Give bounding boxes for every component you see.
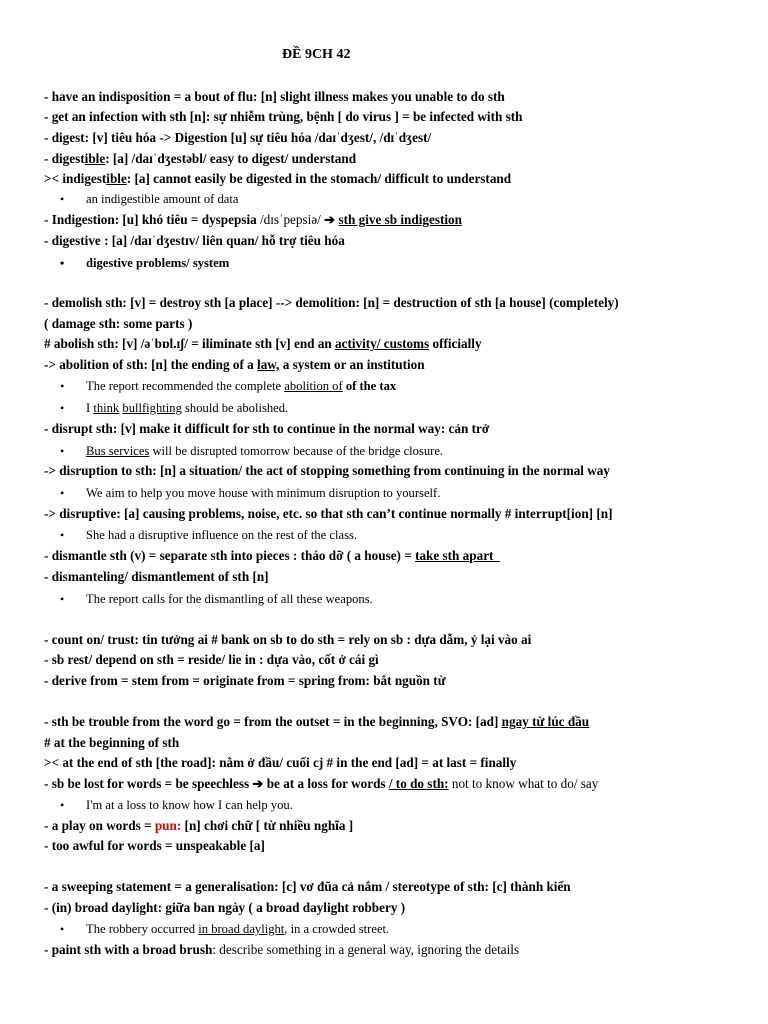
example-bullet: • She had a disruptive influence on the rest of the class. bbox=[60, 527, 357, 543]
example-bullet: • an indigestible amount of data bbox=[60, 191, 238, 207]
entry-line: - disrupt sth: [v] make it difficult for sth to continue in the normal way: cản trở bbox=[44, 421, 490, 436]
entry-line: - too awful for words = unspeakable [a] bbox=[44, 838, 265, 853]
entry-line: ( damage sth: some parts ) bbox=[44, 316, 193, 331]
example-bullet: • digestive problems/ system bbox=[60, 255, 229, 271]
entry-line: - get an infection with sth [n]: sự nhiễm trùng, bệnh [ do virus ] = be infected with sth bbox=[44, 109, 523, 124]
entry-line: - sb rest/ depend on sth = reside/ lie in : dựa vào, cốt ở cái gì bbox=[44, 652, 379, 667]
entry-line: -> abolition of sth: [n] the ending of a law, a system or an institution bbox=[44, 357, 425, 372]
entry-line: - dismanteling/ dismantlement of sth [n] bbox=[44, 569, 269, 584]
entry-line: -> disruptive: [a] causing problems, noise, etc. so that sth can’t continue normally # interrupt[ion] [n] bbox=[44, 506, 613, 521]
page-title: ĐỀ 9CH 42 bbox=[282, 47, 351, 62]
entry-line: - paint sth with a broad brush: describe something in a general way, ignoring the details bbox=[44, 942, 520, 957]
example-bullet: • The robbery occurred in broad daylight, in a crowded street. bbox=[60, 921, 389, 937]
entry-line: -> disruption to sth: [n] a situation/ the act of stopping something from continuing in the normal way bbox=[44, 463, 610, 478]
entry-line: - a sweeping statement = a generalisation: [c] vơ đũa cả nắm / stereotype of sth: [c] thành kiến bbox=[44, 879, 571, 894]
entry-line: - a play on words = pun: [n] chơi chữ [ từ nhiều nghĩa ] bbox=[44, 818, 354, 833]
entry-line: >< at the end of sth [the road]: nằm ở đầu/ cuối cj # in the end [ad] = at last = finally bbox=[44, 755, 517, 770]
entry-line: - have an indisposition = a bout of flu: [n] slight illness makes you unable to do sth bbox=[44, 89, 505, 104]
entry-line: - digestible: [a] /daɪˈdʒestəbl/ easy to digest/ understand bbox=[44, 151, 357, 166]
entry-line: >< indigestible: [a] cannot easily be digested in the stomach/ difficult to understand bbox=[44, 171, 512, 186]
example-bullet: • We aim to help you move house with minimum disruption to yourself. bbox=[60, 485, 440, 501]
entry-line: - digestive : [a] /daɪˈdʒestɪv/ liên quan/ hỗ trợ tiêu hóa bbox=[44, 233, 345, 248]
example-bullet: • The report calls for the dismantling of all these weapons. bbox=[60, 591, 373, 607]
entry-line: # at the beginning of sth bbox=[44, 735, 180, 750]
example-bullet: • Bus services will be disrupted tomorrow because of the bridge closure. bbox=[60, 443, 443, 459]
entry-line: - Indigestion: [u] khó tiêu = dyspepsia /dɪsˈpepsiə/ ➔ sth give sb indigestion bbox=[44, 212, 462, 227]
entry-line: # abolish sth: [v] /əˈbɒl.ɪʃ/ = iliminate sth [v] end an activity/ customs officially bbox=[44, 336, 482, 351]
entry-line: - derive from = stem from = originate from = spring from: bắt nguồn từ bbox=[44, 673, 446, 688]
entry-line: - count on/ trust: tin tưởng ai # bank on sb to do sth = rely on sb : dựa dẫm, ỷ lại vào ai bbox=[44, 632, 532, 647]
example-bullet: • I'm at a loss to know how I can help you. bbox=[60, 797, 293, 813]
entry-line: - sth be trouble from the word go = from the outset = in the beginning, SVO: [ad] ngay từ lúc đầu bbox=[44, 714, 590, 729]
entry-line: - demolish sth: [v] = destroy sth [a place] --> demolition: [n] = destruction of sth [a house] (completely) bbox=[44, 295, 619, 310]
example-bullet: • I think bullfighting should be abolished. bbox=[60, 400, 288, 416]
entry-line: - digest: [v] tiêu hóa -> Digestion [u] sự tiêu hóa /daɪˈdʒest/, /dɪˈdʒest/ bbox=[44, 130, 432, 145]
entry-line: - dismantle sth (v) = separate sth into pieces : tháo dỡ ( a house) = take sth apart bbox=[44, 548, 501, 563]
entry-line: - (in) broad daylight: giữa ban ngày ( a broad daylight robbery ) bbox=[44, 900, 406, 915]
example-bullet: • The report recommended the complete abolition of of the tax bbox=[60, 378, 396, 394]
entry-line: - sb be lost for words = be speechless ➔ be at a loss for words / to do sth: not to know what to do/ say bbox=[44, 776, 599, 791]
